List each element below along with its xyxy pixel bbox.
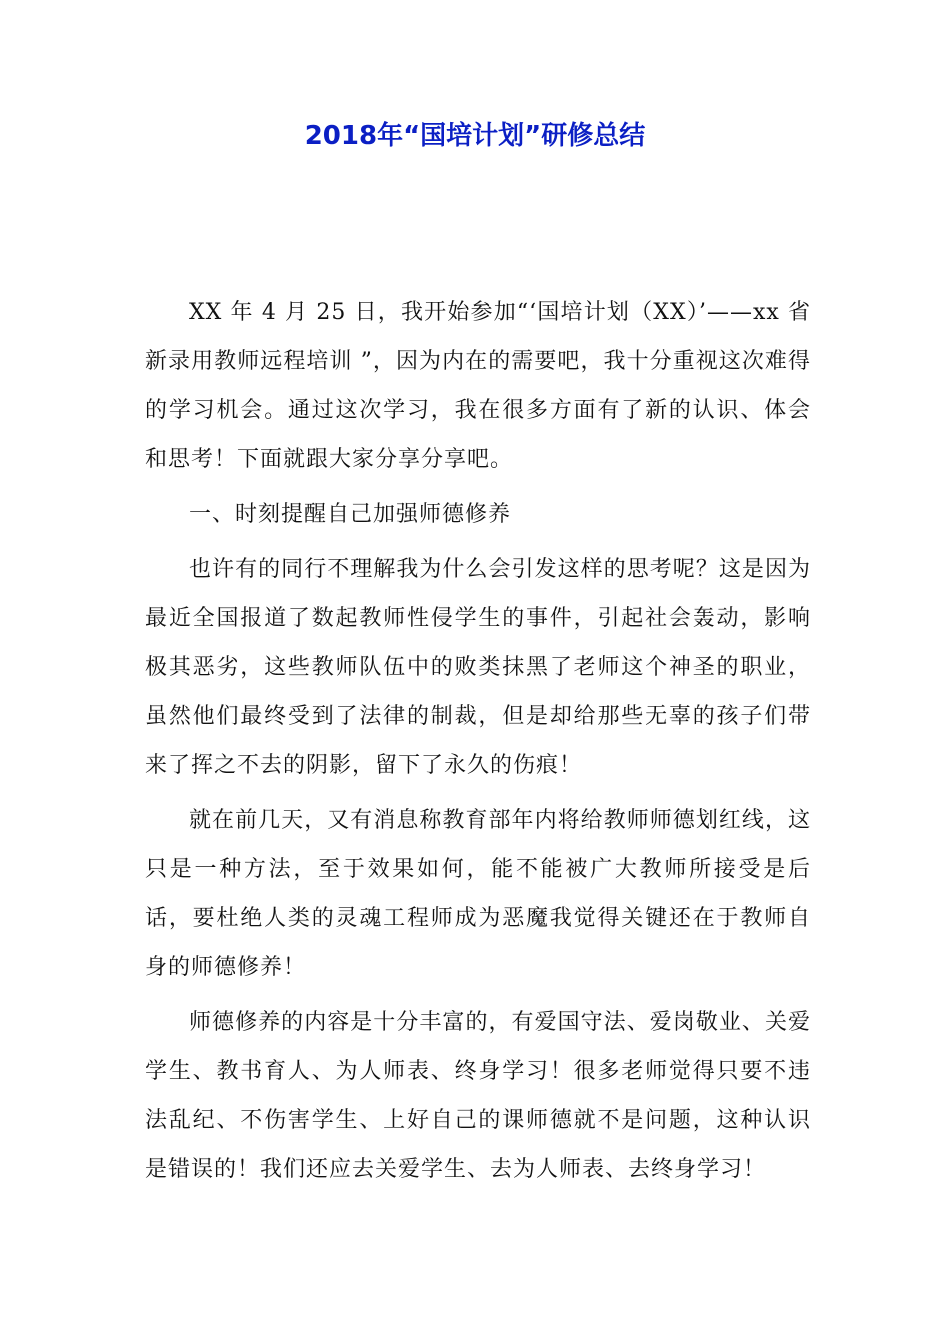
- body-paragraph-2: 就在前几天，又有消息称教育部年内将给教师师德划红线，这只是一种方法，至于效果如何，能不能被广大教师所接受是后话，要杜绝人类的灵魂工程师成为恶魔我觉得关键还在于教师自身的师德修养！: [145, 808, 811, 980]
- intro-paragraph: XX 年 4 月 25 日，我开始参加“‘国培计划（XX）’——xx 省新录用教师远程培训 ”，因为内在的需要吧，我十分重视这次难得的学习机会。通过这次学习，我在很多方面有了新的认识、体会和思考！下面就跟大家分享分享吧。: [145, 300, 811, 472]
- document-body: [145, 288, 811, 1200]
- body-paragraph-1: 也许有的同行不理解我为什么会引发这样的思考呢？这是因为最近全国报道了数起教师性侵学生的事件，引起社会轰动，影响极其恶劣，这些教师队伍中的败类抹黑了老师这个神圣的职业，虽然他们最终受到了法律的制裁，但是却给那些无辜的孩子们带来了挥之不去的阴影，留下了永久的伤痕！: [145, 557, 811, 778]
- document-title: 2018年“国培计划”研修总结: [304, 121, 646, 151]
- body-paragraph-3: 师德修养的内容是十分丰富的，有爱国守法、爱岗敬业、关爱学生、教书育人、为人师表、终身学习！很多老师觉得只要不违法乱纪、不伤害学生、上好自己的课师德就不是问题，这种认识是错误的！我们还应去关爱学生、去为人师表、去终身学习！: [145, 1010, 811, 1182]
- section-heading: 一、时刻提醒自己加强师德修养: [189, 502, 512, 527]
